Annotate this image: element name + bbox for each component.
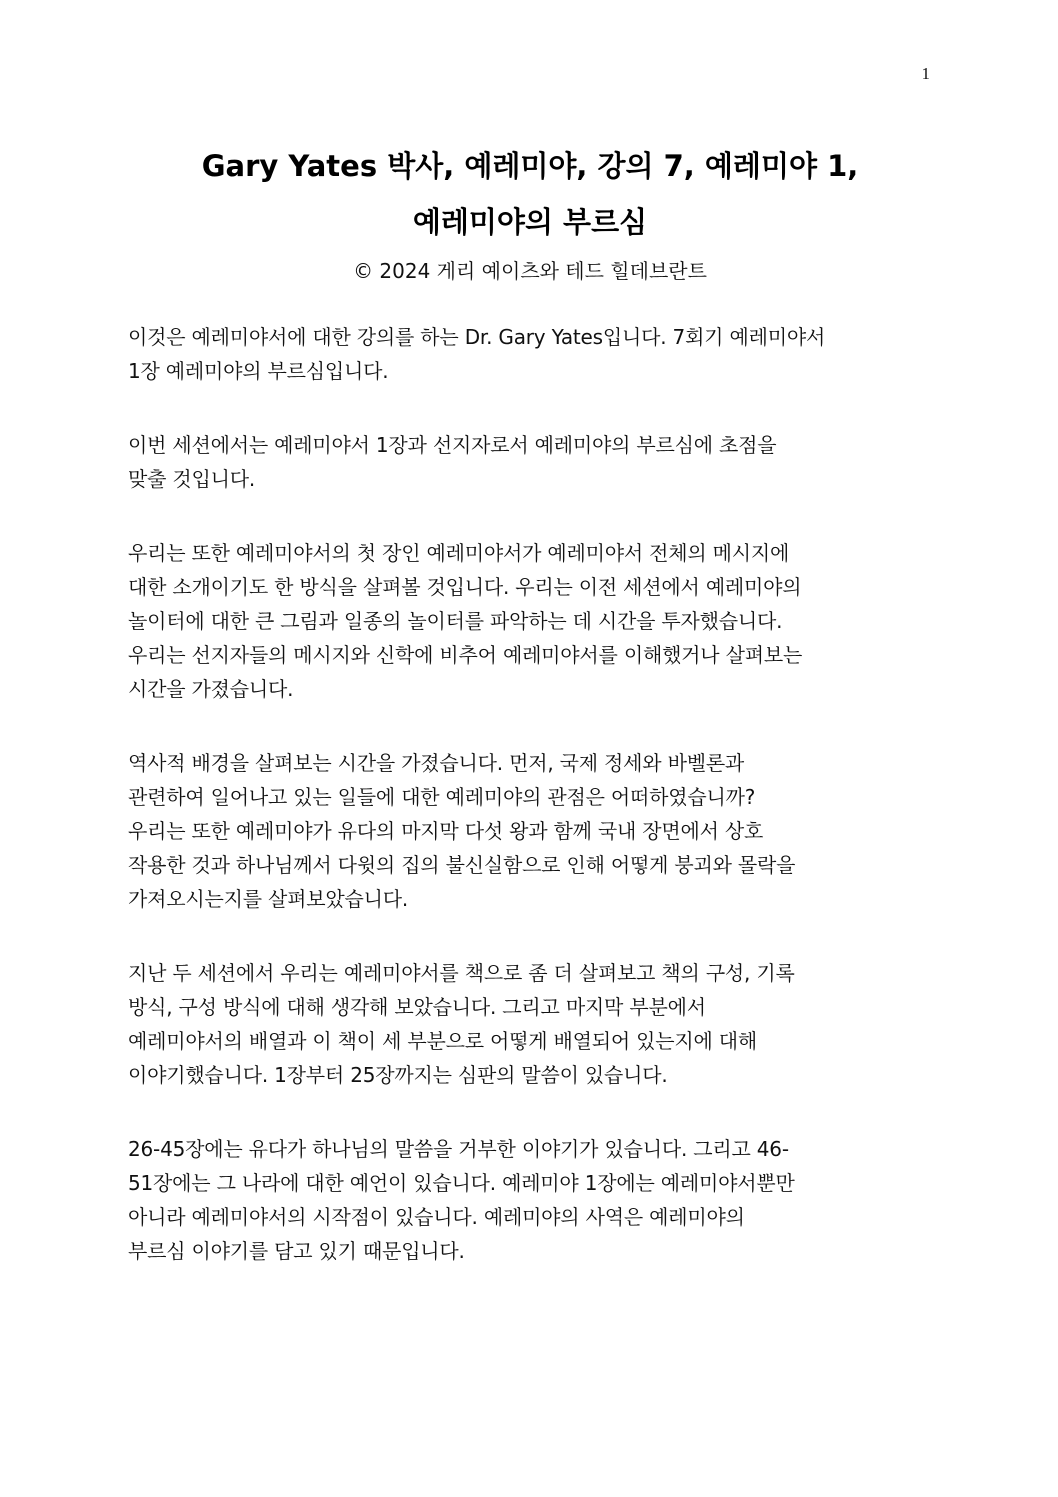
paragraph-line: 역사적 배경을 살펴보는 시간을 가졌습니다. 먼저, 국제 정세와 바벨론과 [128,751,745,775]
paragraph-line: 51장에는 그 나라에 대한 예언이 있습니다. 예레미야 1장에는 예레미야서뿐만 [128,1171,795,1195]
paragraph-line: 대한 소개이기도 한 방식을 살펴볼 것입니다. 우리는 이전 세션에서 예레미야의 [128,575,802,599]
paragraph-line: 아니라 예레미야서의 시작점이 있습니다. 예레미야의 사역은 예레미야의 [128,1205,745,1229]
document-title [80,138,980,250]
document-body [128,320,928,1308]
paragraph-line: 관련하여 일어나고 있는 일들에 대한 예레미야의 관점은 어떠하였습니까? [128,785,756,809]
paragraph-4 [128,746,928,916]
paragraph-line: 이번 세션에서는 예레미야서 1장과 선지자로서 예레미야의 부르심에 초점을 [128,433,777,457]
paragraph-line: 시간을 가졌습니다. [128,677,294,701]
paragraph-line: 우리는 또한 예레미야가 유다의 마지막 다섯 왕과 함께 국내 장면에서 상호 [128,819,764,843]
paragraph-line: 작용한 것과 하나님께서 다윗의 집의 불신실함으로 인해 어떻게 붕괴와 몰락을 [128,853,796,877]
page-number: 1 [921,64,930,83]
paragraph-line: 우리는 또한 예레미야서의 첫 장인 예레미야서가 예레미야서 전체의 메시지에 [128,541,790,565]
paragraph-line: 지난 두 세션에서 우리는 예레미야서를 책으로 좀 더 살펴보고 책의 구성, 기록 [128,961,795,985]
paragraph-5 [128,956,928,1092]
paragraph-3 [128,536,928,706]
paragraph-line: 놀이터에 대한 큰 그림과 일종의 놀이터를 파악하는 데 시간을 투자했습니다. [128,609,783,633]
paragraph-line: 방식, 구성 방식에 대해 생각해 보았습니다. 그리고 마지막 부분에서 [128,995,706,1019]
paragraph-line: 우리는 선지자들의 메시지와 신학에 비추어 예레미야서를 이해했거나 살펴보는 [128,643,803,667]
paragraph-line: 1장 예레미야의 부르심입니다. [128,359,389,383]
paragraph-line: 이것은 예레미야서에 대한 강의를 하는 Dr. Gary Yates입니다. 7회기 예레미야서 [128,325,826,349]
paragraph-line: 이야기했습니다. 1장부터 25장까지는 심판의 말씀이 있습니다. [128,1063,668,1087]
title-line-1: Gary Yates 박사, 예레미야, 강의 7, 예레미야 1, [201,149,859,183]
paragraph-line: 가져오시는지를 살펴보았습니다. [128,887,408,911]
paragraph-line: 26-45장에는 유다가 하나님의 말씀을 거부한 이야기가 있습니다. 그리고 46- [128,1137,789,1161]
copyright-notice: © 2024 게리 예이츠와 테드 힐데브란트 [353,259,707,283]
paragraph-1 [128,320,928,388]
paragraph-6 [128,1132,928,1268]
paragraph-line: 예레미야서의 배열과 이 책이 세 부분으로 어떻게 배열되어 있는지에 대해 [128,1029,758,1053]
paragraph-line: 부르심 이야기를 담고 있기 때문입니다. [128,1239,465,1263]
paragraph-2 [128,428,928,496]
title-line-2: 예레미야의 부르심 [412,205,648,239]
paragraph-line: 맞출 것입니다. [128,467,256,491]
